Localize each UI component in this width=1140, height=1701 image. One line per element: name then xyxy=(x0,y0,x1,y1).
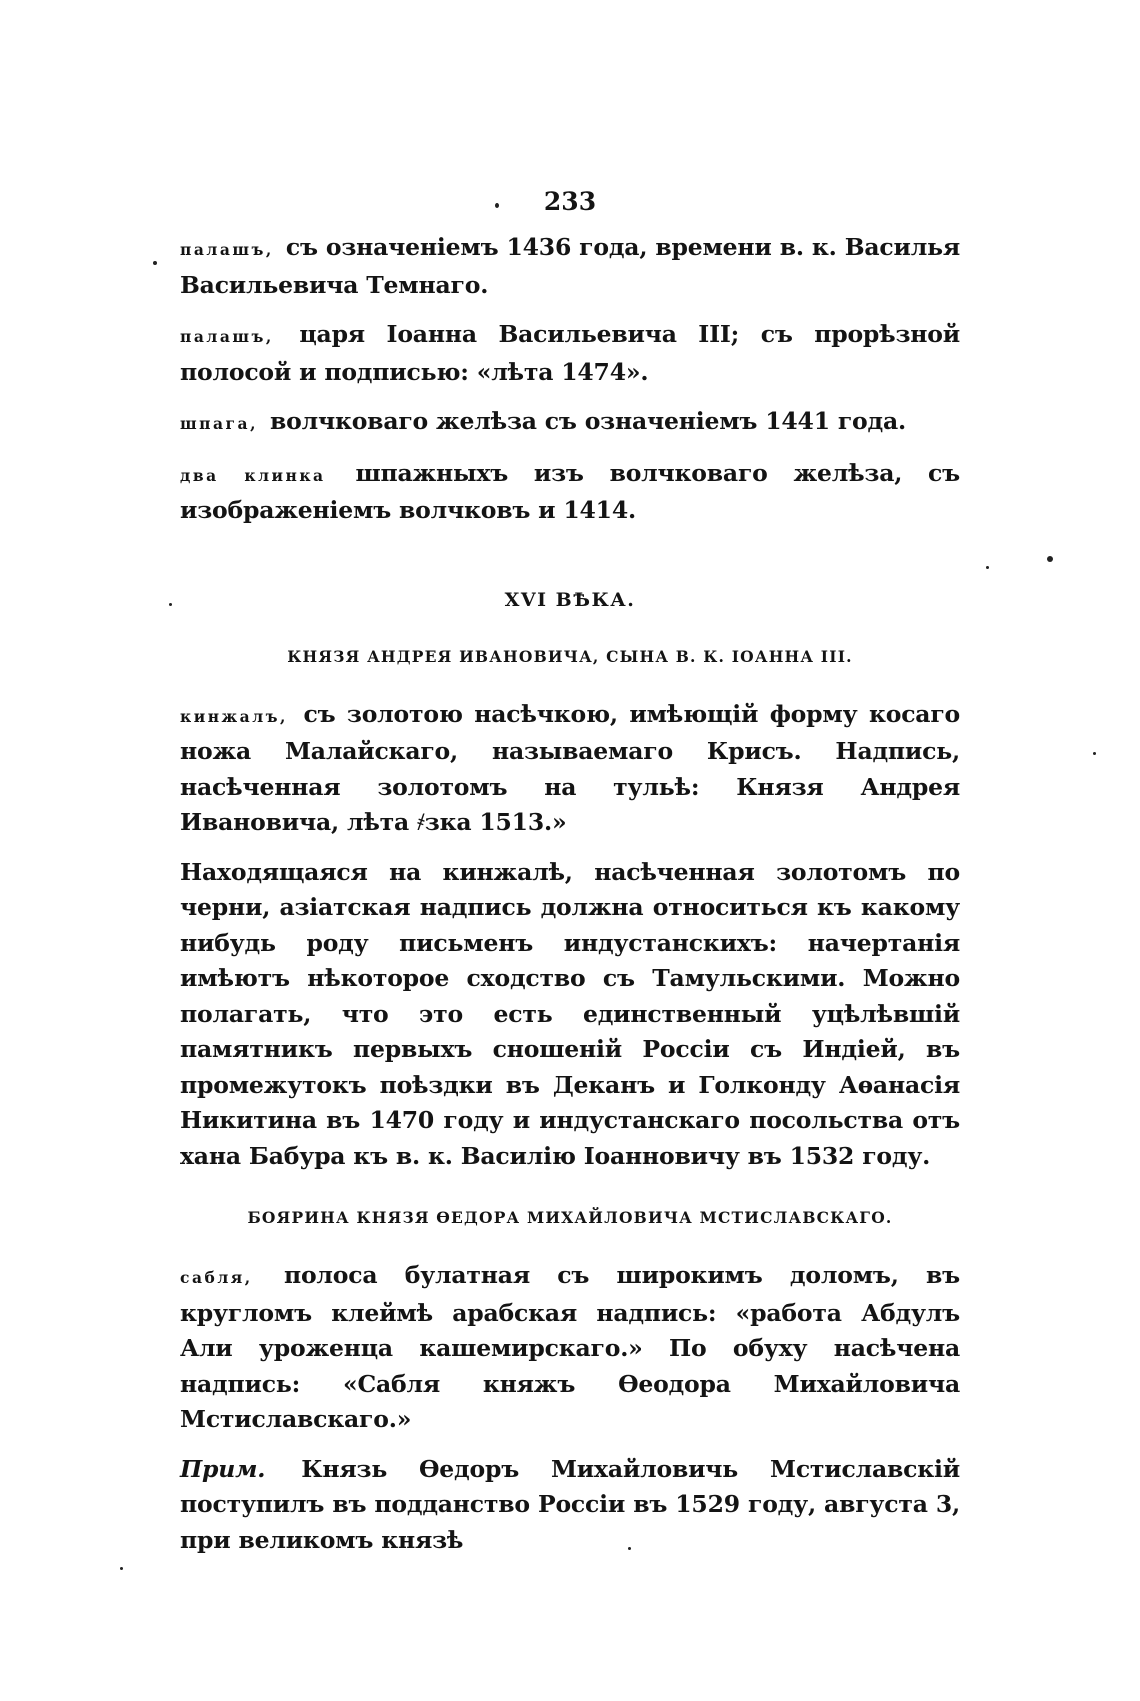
entry-text: волчковаго желѣза съ означеніемъ 1441 года. xyxy=(269,407,906,435)
entry-text: съ означеніемъ 1436 года, времени в. к. Василья Васильевича Темнаго. xyxy=(180,233,960,299)
entry-two-blades-1414 xyxy=(180,456,960,529)
entry-text: полоса булатная съ широкимъ доломъ, въ кругломъ клеймѣ арабская надпись: «работа Абдулъ Али уроженца кашемирскаго.» По обуху насѣчена надпись: «Сабля княжъ Ѳеодора Михайловича Мстиславскаго.» xyxy=(180,1261,960,1433)
scan-speck xyxy=(153,261,157,265)
note-paragraph xyxy=(180,1452,960,1559)
entry-saber xyxy=(180,1258,960,1438)
entry-lead: палашъ, xyxy=(180,327,274,346)
entry-lead: два клинка xyxy=(180,465,326,485)
entry-text: царя Іоанна Васильевича III; съ прорѣзной полосой и подписью: «лѣта 1474». xyxy=(180,320,960,386)
page xyxy=(180,180,960,1572)
page-number: 233 xyxy=(543,187,597,216)
section-title: XVI ВѢКА. xyxy=(504,588,636,611)
entry-lead: шпага, xyxy=(180,414,258,433)
note-lead: Прим. xyxy=(180,1454,266,1483)
paragraph-dagger-commentary: Находящаяся на кинжалѣ, насѣченная золотомъ по черни, азіатская надпись должна относиться къ какому нибудь роду письменъ индустанскихъ: начертанія имѣютъ нѣкоторое сходство съ Тамульскими. Можно полагать, что это есть единственный уцѣлѣвшій памятникъ первыхъ сношеній Россіи съ Индіей, въ промежутокъ поѣздки въ Деканъ и Голконду Аѳанасія Никитина въ 1470 году и индустанскаго посольства отъ хана Бабура къ в. к. Василію Іоанновичу въ 1532 году. xyxy=(180,857,960,1170)
entry-broadsword-1436 xyxy=(180,230,960,303)
scan-speck xyxy=(986,566,989,569)
scan-speck xyxy=(120,1567,123,1570)
entry-lead: палашъ, xyxy=(180,240,274,259)
entry-text: шпажныхъ изъ волчковаго желѣза, съ изображеніемъ волчковъ и 1414. xyxy=(180,458,960,524)
entry-lead: кинжалъ, xyxy=(180,706,288,726)
note-text: Князь Ѳедоръ Михайловичь Мстиславскій поступилъ въ подданство Россіи въ 1529 году, августа 3, при великомъ князѣ xyxy=(180,1454,960,1554)
scan-speck xyxy=(495,203,499,208)
subsection-title-andrey: КНЯЗЯ АНДРЕЯ ИВАНОВИЧА, СЫНА В. К. ІОАННА III. xyxy=(287,646,853,666)
entry-broadsword-1474 xyxy=(180,317,960,390)
entry-dagger-1513 xyxy=(180,697,960,841)
scan-speck xyxy=(1093,752,1096,755)
scan-speck xyxy=(169,603,172,606)
scan-speck xyxy=(628,1547,631,1550)
entry-text: съ золотою насѣчкою, имѣющій форму косаго ножа Малайскаго, называемаго Крисъ. Надпись, насѣченная золотомъ на тульѣ: Князя Андрея Ивановича, лѣта ҂зка 1513.» xyxy=(180,699,961,836)
entry-sword-1441 xyxy=(180,404,960,442)
subsection-title-fedor: БОЯРИНА КНЯЗЯ ѲЕДОРА МИХАЙЛОВИЧА МСТИСЛАВСКАГО. xyxy=(247,1208,893,1227)
entry-lead: сабля, xyxy=(180,1268,253,1287)
scan-speck xyxy=(1047,556,1053,562)
